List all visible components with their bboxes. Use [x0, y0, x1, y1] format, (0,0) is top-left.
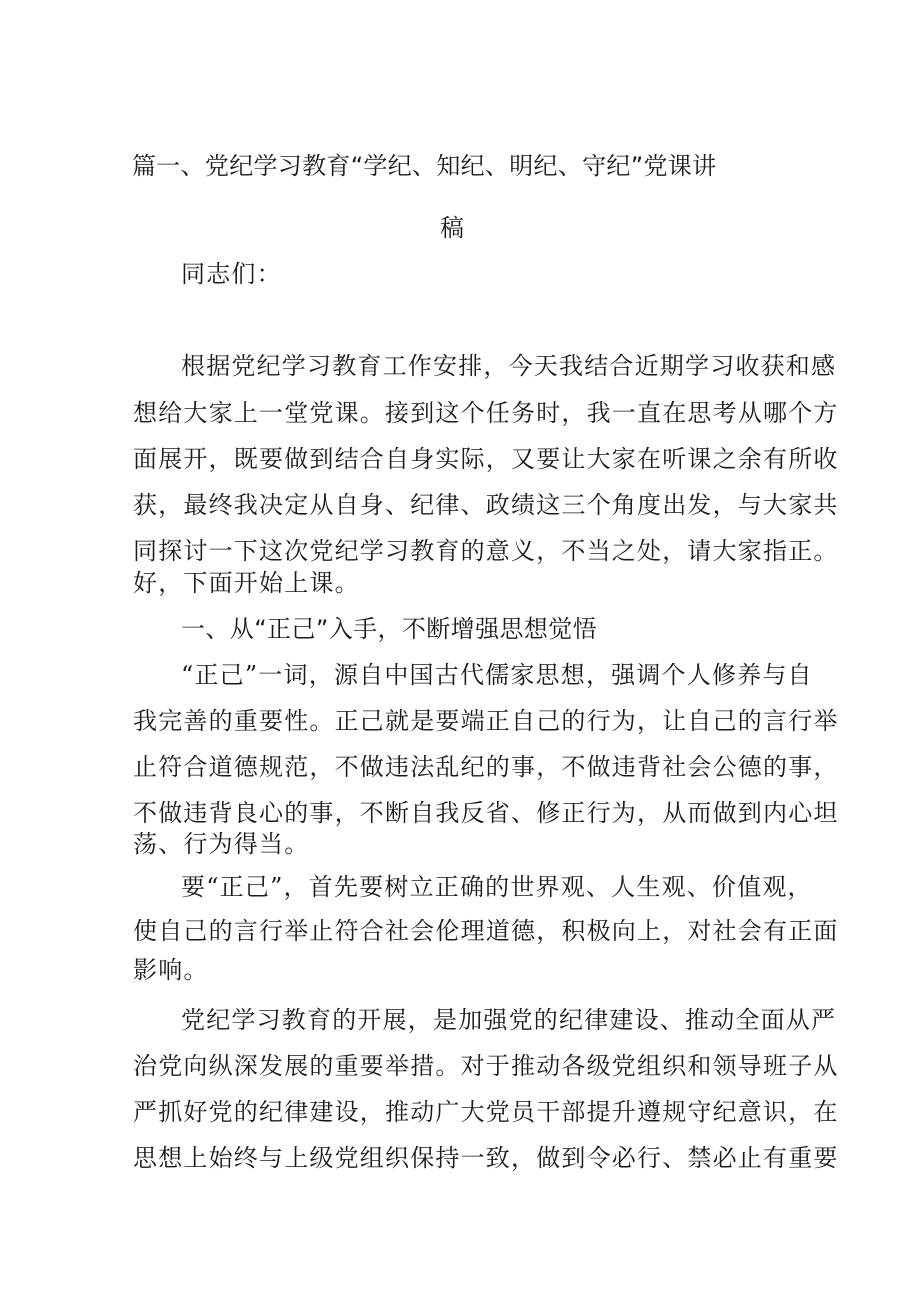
- paragraph-line: 想给大家上一堂党课。接到这个任务时，我一直在思考从哪个方: [133, 399, 839, 427]
- paragraph-line: 思想上始终与上级党组织保持一致，做到令必行、禁必止有重要: [133, 1144, 839, 1172]
- section-heading: 一、从“正己”入手，不断增强思想觉悟: [181, 615, 598, 643]
- paragraph-line: 好，下面开始上课。: [133, 569, 360, 597]
- paragraph-line: 严抓好党的纪律建设，推动广大党员干部提升遵规守纪意识，在: [133, 1098, 839, 1126]
- document-title-continuation: 稿: [440, 214, 464, 242]
- paragraph-line: 根据党纪学习教育工作安排，今天我结合近期学习收获和感: [181, 352, 837, 380]
- paragraph-line: 党纪学习教育的开展，是加强党的纪律建设、推动全面从严: [181, 1006, 837, 1034]
- paragraph-line: 要“正己”，首先要树立正确的世界观、人生观、价值观，: [181, 873, 813, 901]
- paragraph-line: 治党向纵深发展的重要举措。对于推动各级党组织和领导班子从: [133, 1052, 839, 1080]
- paragraph-line: 止符合道德规范，不做违法乱纪的事，不做违背社会公德的事，: [133, 753, 839, 781]
- paragraph-line: 使自己的言行举止符合社会伦理道德，积极向上，对社会有正面: [133, 917, 839, 945]
- document-title: 篇一、党纪学习教育“学纪、知纪、明纪、守纪”党课讲: [132, 152, 717, 180]
- paragraph-line: 影响。: [133, 956, 209, 984]
- paragraph-line: 我完善的重要性。正己就是要端正自己的行为，让自己的言行举: [133, 707, 839, 735]
- paragraph-line: 获，最终我决定从自身、纪律、政绩这三个角度出发，与大家共: [133, 491, 839, 519]
- paragraph-line: 面展开，既要做到结合自身实际，又要让大家在听课之余有所收: [133, 445, 839, 473]
- paragraph-line: “正己”一词，源自中国古代儒家思想，强调个人修养与自: [181, 661, 813, 689]
- paragraph-line: 荡、行为得当。: [133, 830, 310, 858]
- paragraph-line: 同探讨一下这次党纪学习教育的意义，不当之处，请大家指正。: [133, 537, 839, 565]
- greeting: 同志们：: [181, 260, 282, 288]
- paragraph-line: 不做违背良心的事，不断自我反省、修正行为，从而做到内心坦: [133, 799, 839, 827]
